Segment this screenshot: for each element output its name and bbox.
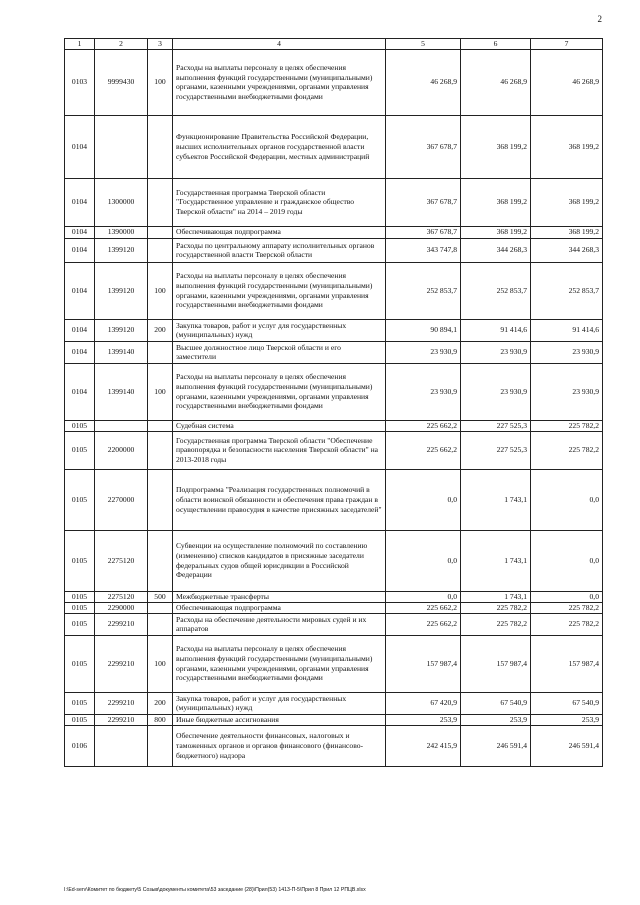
table-row [65, 319, 603, 341]
amount-year3-cell: 23 930,9 [531, 363, 603, 420]
item-name-cell: Обеспечение деятельности финансовых, налоговых и таможенных органов и органов финансового (финансово-бюджетного) надзора [173, 725, 386, 766]
table-row [65, 469, 603, 530]
expense-type-cell: 500 [148, 591, 173, 602]
item-name-cell: Закупка товаров, работ и услуг для государственных (муниципальных) нужд [173, 692, 386, 714]
page-number: 2 [597, 14, 602, 24]
amount-year1-cell: 252 853,7 [386, 262, 461, 319]
section-code-cell: 0103 [65, 49, 95, 115]
target-article-cell: 9999430 [95, 49, 148, 115]
amount-year2-cell: 368 199,2 [461, 115, 531, 178]
table-row [65, 613, 603, 635]
amount-year2-cell: 23 930,9 [461, 363, 531, 420]
amount-year1-cell: 23 930,9 [386, 363, 461, 420]
amount-year3-cell: 67 540,9 [531, 692, 603, 714]
table-row [65, 238, 603, 262]
section-code-cell: 0105 [65, 635, 95, 692]
amount-year2-cell: 225 782,2 [461, 613, 531, 635]
amount-year3-cell: 368 199,2 [531, 115, 603, 178]
amount-year2-cell: 67 540,9 [461, 692, 531, 714]
target-article-cell: 1399140 [95, 341, 148, 363]
header-cell: 2 [95, 39, 148, 50]
amount-year3-cell: 368 199,2 [531, 178, 603, 226]
amount-year1-cell: 253,9 [386, 714, 461, 725]
section-code-cell: 0105 [65, 602, 95, 613]
amount-year2-cell: 227 525,3 [461, 431, 531, 469]
expense-type-cell [148, 420, 173, 431]
amount-year1-cell: 23 930,9 [386, 341, 461, 363]
header-cell: 6 [461, 39, 531, 50]
expense-type-cell [148, 469, 173, 530]
amount-year1-cell: 367 678,7 [386, 178, 461, 226]
amount-year3-cell: 253,9 [531, 714, 603, 725]
section-code-cell: 0104 [65, 226, 95, 238]
table-row [65, 591, 603, 602]
table-row [65, 363, 603, 420]
amount-year2-cell: 368 199,2 [461, 178, 531, 226]
amount-year1-cell: 367 678,7 [386, 115, 461, 178]
item-name-cell: Расходы на выплаты персоналу в целях обеспечения выполнения функций государственными (муниципальными) органами, казенными учреждениями, органами управления государственными внебюджетными фондами [173, 262, 386, 319]
target-article-cell: 2290000 [95, 602, 148, 613]
expense-type-cell [148, 178, 173, 226]
table-row [65, 725, 603, 766]
amount-year3-cell: 46 268,9 [531, 49, 603, 115]
target-article-cell: 2299210 [95, 692, 148, 714]
table-row [65, 602, 603, 613]
table-row [65, 635, 603, 692]
section-code-cell: 0104 [65, 238, 95, 262]
amount-year1-cell: 343 747,8 [386, 238, 461, 262]
amount-year3-cell: 0,0 [531, 591, 603, 602]
amount-year1-cell: 90 894,1 [386, 319, 461, 341]
amount-year1-cell: 242 415,9 [386, 725, 461, 766]
amount-year2-cell: 246 591,4 [461, 725, 531, 766]
target-article-cell: 1399120 [95, 238, 148, 262]
amount-year2-cell: 253,9 [461, 714, 531, 725]
amount-year2-cell: 344 268,3 [461, 238, 531, 262]
section-code-cell: 0105 [65, 591, 95, 602]
item-name-cell: Подпрограмма "Реализация государственных полномочий в области воинской обязанности и обеспечения права граждан в осуществлении правосудия в качестве присяжных заседателей" [173, 469, 386, 530]
target-article-cell: 1390000 [95, 226, 148, 238]
amount-year3-cell: 368 199,2 [531, 226, 603, 238]
target-article-cell: 1399140 [95, 363, 148, 420]
target-article-cell: 2270000 [95, 469, 148, 530]
table-row [65, 49, 603, 115]
table-row [65, 431, 603, 469]
table-header-row [65, 39, 603, 50]
section-code-cell: 0104 [65, 341, 95, 363]
item-name-cell: Обеспечивающая подпрограмма [173, 226, 386, 238]
expense-type-cell: 100 [148, 363, 173, 420]
amount-year3-cell: 23 930,9 [531, 341, 603, 363]
amount-year1-cell: 0,0 [386, 530, 461, 591]
amount-year3-cell: 225 782,2 [531, 420, 603, 431]
section-code-cell: 0105 [65, 469, 95, 530]
amount-year1-cell: 225 662,2 [386, 431, 461, 469]
expense-type-cell [148, 238, 173, 262]
item-name-cell: Расходы на выплаты персоналу в целях обеспечения выполнения функций государственными (муниципальными) органами, казенными учреждениями, органами управления государственными внебюджетными фондами [173, 49, 386, 115]
table-row [65, 420, 603, 431]
header-cell: 7 [531, 39, 603, 50]
item-name-cell: Иные бюджетные ассигнования [173, 714, 386, 725]
amount-year3-cell: 157 987,4 [531, 635, 603, 692]
target-article-cell: 1399120 [95, 319, 148, 341]
expense-type-cell [148, 530, 173, 591]
amount-year1-cell: 225 662,2 [386, 613, 461, 635]
amount-year2-cell: 252 853,7 [461, 262, 531, 319]
target-article-cell [95, 115, 148, 178]
section-code-cell: 0105 [65, 692, 95, 714]
amount-year3-cell: 225 782,2 [531, 431, 603, 469]
target-article-cell: 2299210 [95, 714, 148, 725]
amount-year1-cell: 0,0 [386, 591, 461, 602]
amount-year1-cell: 46 268,9 [386, 49, 461, 115]
amount-year3-cell: 246 591,4 [531, 725, 603, 766]
table-row [65, 341, 603, 363]
amount-year3-cell: 0,0 [531, 530, 603, 591]
table-row [65, 178, 603, 226]
expense-type-cell [148, 226, 173, 238]
expense-type-cell: 200 [148, 319, 173, 341]
header-cell: 1 [65, 39, 95, 50]
table-row [65, 714, 603, 725]
item-name-cell: Государственная программа Тверской области "Государственное управление и гражданское общество Тверской области" на 2014 – 2019 годы [173, 178, 386, 226]
amount-year2-cell: 46 268,9 [461, 49, 531, 115]
section-code-cell: 0105 [65, 613, 95, 635]
item-name-cell: Расходы на обеспечение деятельности мировых судей и их аппаратов [173, 613, 386, 635]
amount-year1-cell: 157 987,4 [386, 635, 461, 692]
table-row [65, 262, 603, 319]
expense-type-cell: 800 [148, 714, 173, 725]
expense-type-cell: 100 [148, 635, 173, 692]
item-name-cell: Межбюджетные трансферты [173, 591, 386, 602]
expense-type-cell [148, 602, 173, 613]
expense-type-cell: 100 [148, 262, 173, 319]
expense-type-cell [148, 725, 173, 766]
section-code-cell: 0105 [65, 420, 95, 431]
amount-year3-cell: 344 268,3 [531, 238, 603, 262]
table-row [65, 692, 603, 714]
item-name-cell: Расходы по центральному аппарату исполнительных органов государственной власти Тверской области [173, 238, 386, 262]
item-name-cell: Судебная система [173, 420, 386, 431]
target-article-cell [95, 725, 148, 766]
table-row [65, 226, 603, 238]
target-article-cell: 2200000 [95, 431, 148, 469]
amount-year2-cell: 1 743,1 [461, 530, 531, 591]
target-article-cell: 2275120 [95, 591, 148, 602]
amount-year2-cell: 23 930,9 [461, 341, 531, 363]
target-article-cell: 2299210 [95, 613, 148, 635]
amount-year3-cell: 0,0 [531, 469, 603, 530]
section-code-cell: 0105 [65, 714, 95, 725]
target-article-cell: 2275120 [95, 530, 148, 591]
section-code-cell: 0106 [65, 725, 95, 766]
amount-year2-cell: 368 199,2 [461, 226, 531, 238]
amount-year2-cell: 91 414,6 [461, 319, 531, 341]
target-article-cell [95, 420, 148, 431]
table-row [65, 530, 603, 591]
section-code-cell: 0104 [65, 178, 95, 226]
target-article-cell: 1399120 [95, 262, 148, 319]
section-code-cell: 0105 [65, 431, 95, 469]
section-code-cell: 0104 [65, 363, 95, 420]
amount-year1-cell: 67 420,9 [386, 692, 461, 714]
file-path-footer: I:\Ed-serv\Комитет по бюджету\5 Созыв\документы комитета\53 заседание (28)\Прил(53) 1413-П-5\Прил 8 Прил 12 РПЦВ.xlsx [64, 887, 366, 893]
amount-year3-cell: 225 782,2 [531, 602, 603, 613]
expense-type-cell [148, 431, 173, 469]
amount-year1-cell: 225 662,2 [386, 602, 461, 613]
amount-year3-cell: 252 853,7 [531, 262, 603, 319]
table-row [65, 115, 603, 178]
expense-type-cell [148, 613, 173, 635]
expense-type-cell [148, 341, 173, 363]
amount-year1-cell: 0,0 [386, 469, 461, 530]
amount-year3-cell: 91 414,6 [531, 319, 603, 341]
expense-type-cell [148, 115, 173, 178]
header-cell: 3 [148, 39, 173, 50]
item-name-cell: Закупка товаров, работ и услуг для государственных (муниципальных) нужд [173, 319, 386, 341]
amount-year2-cell: 157 987,4 [461, 635, 531, 692]
expense-type-cell: 100 [148, 49, 173, 115]
item-name-cell: Высшее должностное лицо Тверской области и его заместители [173, 341, 386, 363]
item-name-cell: Государственная программа Тверской области "Обеспечение правопорядка и безопасности населения Тверской области" на 2013-2018 годы [173, 431, 386, 469]
item-name-cell: Субвенции на осуществление полномочий по составлению (изменению) списков кандидатов в присяжные заседатели федеральных судов общей юрисдикции в Российской Федерации [173, 530, 386, 591]
item-name-cell: Расходы на выплаты персоналу в целях обеспечения выполнения функций государственными (муниципальными) органами, казенными учреждениями, органами управления государственными внебюджетными фондами [173, 635, 386, 692]
target-article-cell: 1300000 [95, 178, 148, 226]
header-cell: 5 [386, 39, 461, 50]
amount-year2-cell: 1 743,1 [461, 591, 531, 602]
section-code-cell: 0104 [65, 115, 95, 178]
section-code-cell: 0105 [65, 530, 95, 591]
section-code-cell: 0104 [65, 319, 95, 341]
budget-table [64, 38, 603, 767]
amount-year1-cell: 367 678,7 [386, 226, 461, 238]
item-name-cell: Расходы на выплаты персоналу в целях обеспечения выполнения функций государственными (муниципальными) органами, казенными учреждениями, органами управления государственными внебюджетными фондами [173, 363, 386, 420]
item-name-cell: Обеспечивающая подпрограмма [173, 602, 386, 613]
amount-year1-cell: 225 662,2 [386, 420, 461, 431]
amount-year2-cell: 1 743,1 [461, 469, 531, 530]
amount-year2-cell: 227 525,3 [461, 420, 531, 431]
item-name-cell: Функционирование Правительства Российской Федерации, высших исполнительных органов государственной власти субъектов Российской Федерации, местных администраций [173, 115, 386, 178]
amount-year2-cell: 225 782,2 [461, 602, 531, 613]
header-cell: 4 [173, 39, 386, 50]
target-article-cell: 2299210 [95, 635, 148, 692]
amount-year3-cell: 225 782,2 [531, 613, 603, 635]
expense-type-cell: 200 [148, 692, 173, 714]
section-code-cell: 0104 [65, 262, 95, 319]
